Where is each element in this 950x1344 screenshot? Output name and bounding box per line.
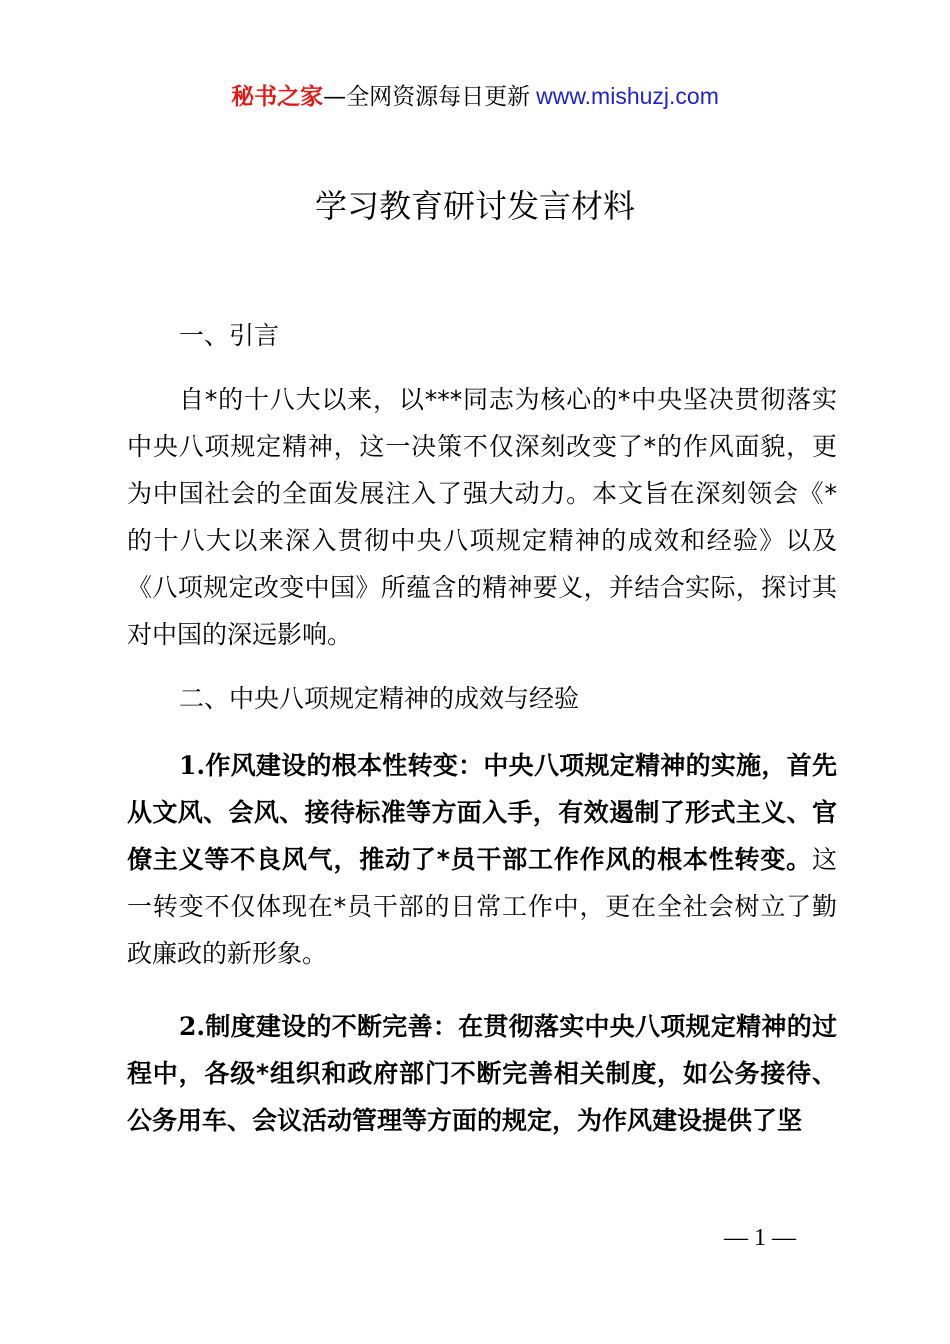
page-number: — 1 —	[724, 1225, 796, 1251]
intro-paragraph: 自*的十八大以来，以***同志为核心的*中央坚决贯彻落实中央八项规定精神，这一决策不仅深刻改变了*的作风面貌，更为中国社会的全面发展注入了强大动力。本文旨在深刻领会《*的十八大以来深入贯彻中央八项规定精神的成效和经验》以及《八项规定改变中国》所蕴含的精神要义，并结合实际，探讨其对中国的深远影响。	[127, 385, 837, 649]
point-1-number: 1.	[179, 751, 206, 780]
document-title: 学习教育研讨发言材料	[314, 187, 635, 225]
header-slogan: —全网资源每日更新	[323, 84, 531, 110]
site-url-link[interactable]: www.mishuzj.com	[536, 83, 719, 109]
site-header	[0, 80, 950, 113]
brand-name: 秘书之家	[231, 84, 324, 110]
section-heading-effects: 二、中央八项规定精神的成效与经验	[179, 684, 580, 713]
section-heading-introduction: 一、引言	[179, 321, 280, 350]
point-2-number: 2.	[179, 1012, 206, 1041]
point-2-bold-text: 制度建设的不断完善：在贯彻落实中央八项规定精神的过程中，各级*组织和政府部门不断完善相关制度，如公务接待、公务用车、会议活动管理等方面的规定，为作风建设提供了坚	[127, 1012, 837, 1135]
point-2-paragraph	[127, 1003, 837, 1144]
document-body	[127, 312, 837, 1144]
point-1-bold-text: 作风建设的根本性转变：中央八项规定精神的实施，首先从文风、会风、接待标准等方面入手，有效遏制了形式主义、官僚主义等不良风气，推动了*员干部工作作风的根本性转变。	[127, 751, 837, 874]
point-1-paragraph	[127, 742, 837, 977]
point-1-normal-text: 这一转变不仅体现在*员干部的日常工作中，更在全社会树立了勤政廉政的新形象。	[127, 845, 837, 968]
